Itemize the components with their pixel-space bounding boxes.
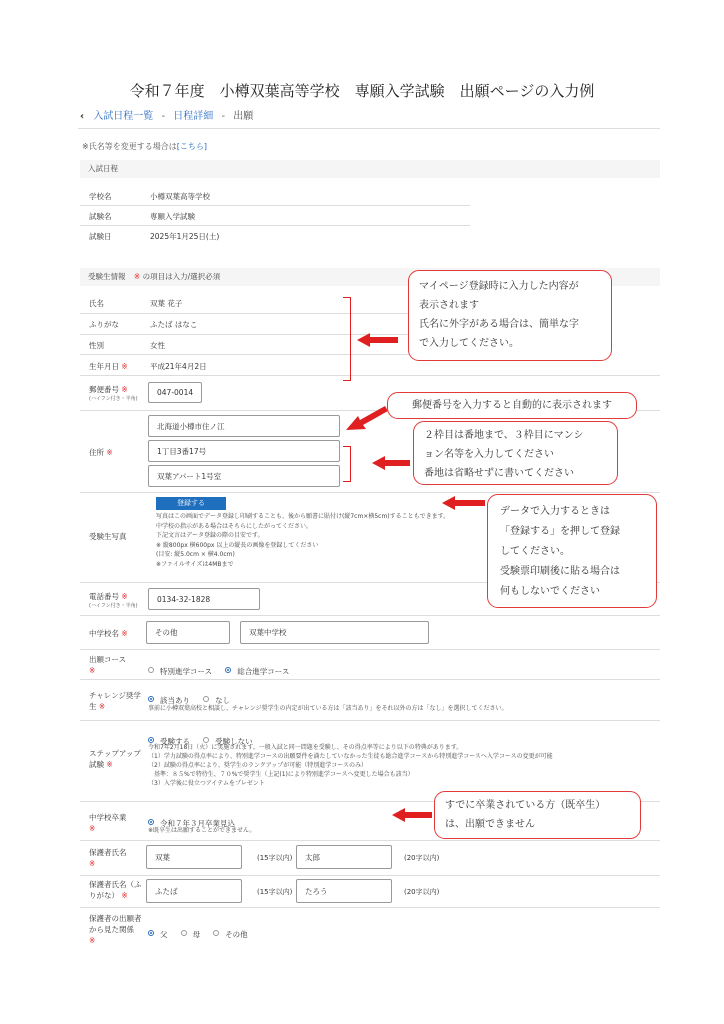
- guardian-first-name-limit: (20字以内): [404, 854, 440, 862]
- challenge-label: チャレンジ奨学 生 ※: [89, 691, 141, 711]
- kana-value: ふたば はなこ: [150, 320, 198, 329]
- phone-input[interactable]: 0134-32-1828: [148, 588, 260, 610]
- school-type-select[interactable]: その他: [146, 621, 230, 644]
- birthdate-label: 生年月日 ※: [89, 362, 128, 371]
- register-photo-button[interactable]: 登録する: [156, 497, 226, 510]
- course-label: 出願コース ※: [89, 655, 127, 675]
- arrow-address-icon: [372, 456, 410, 470]
- name-value: 双葉 花子: [150, 299, 183, 308]
- address-label: 住所 ※: [89, 448, 113, 457]
- arrow-graduate-icon: [392, 808, 432, 822]
- gender-label: 性別: [89, 341, 104, 350]
- photo-label: 受験生写真: [89, 532, 127, 541]
- school-label: 中学校名 ※: [89, 629, 128, 638]
- birthdate-value: 平成21年4月2日: [150, 362, 207, 371]
- stepup-radio-group: 受験する 受験しない: [148, 729, 261, 748]
- graduation-note: ※既卒生は出願することができません。: [148, 827, 256, 834]
- graduation-radio-group: 令和７年３月卒業見込: [148, 811, 243, 830]
- guardian-first-kana-limit: (20字以内): [404, 888, 440, 896]
- address-line2-input[interactable]: 1丁目3番17号: [148, 440, 340, 462]
- breadcrumb-separator: -: [161, 111, 166, 122]
- page-title: 令和７年度 小樽双葉高等学校 専願入学試験 出願ページの入力例: [129, 82, 595, 100]
- guardian-last-kana-limit: (15字以内): [257, 888, 293, 896]
- stepup-details: 令和7年2月18日（火）に実施されます。一般入試と同一問題を受験し、その得点率等により以下の特典があります。 （1）学力試験の得点率により、特別進学コースの出願要件を満たしていなかった生徒も総合進学コースから特別進学コースへ入学コースの変更が可能 （2）試験の得点率により、奨学生のランクアップが可能（特別進学コースのみ） 基準：８５%で特待生、７０%で奨学生（上記(1)により特別進学コースへ変更した場合も該当） （3）入学後に役立つアイテムをプレゼント: [148, 744, 553, 787]
- callout-graduate: すでに卒業されている方（既卒生） は、出願できません: [434, 791, 641, 839]
- exam-date-label: 試験日: [89, 232, 112, 241]
- address-line3-input[interactable]: 双葉アパート1号室: [148, 465, 340, 487]
- kana-label: ふりがな: [89, 320, 119, 329]
- breadcrumb-separator: -: [221, 111, 226, 122]
- guardian-first-kana-input[interactable]: たろう: [296, 879, 392, 903]
- exam-school-label: 学校名: [89, 192, 112, 201]
- guardian-name-label: 保護者氏名 ※: [89, 848, 127, 868]
- phone-label: 電話番号 ※ (ハイフン付き・半角): [89, 592, 138, 609]
- name-label: 氏名: [89, 299, 104, 308]
- arrow-mypage-icon: [357, 333, 398, 347]
- guardian-last-kana-input[interactable]: ふたば: [146, 879, 242, 903]
- breadcrumb-current: 出願: [233, 111, 254, 122]
- challenge-note: 事前に小樽双葉高校と相談し、チャレンジ奨学生の内定が出ている方は「該当あり」をそれ以外の方は「なし」を選択してください。: [148, 705, 508, 712]
- relation-label: 保護者の出願者 から見た関係 ※: [89, 914, 142, 945]
- breadcrumb-link-schedule-list[interactable]: 入試日程一覧: [93, 111, 154, 122]
- stepup-label: ステップアップ 試験 ※: [89, 749, 141, 769]
- challenge-radio-group: 該当あり なし: [148, 688, 238, 707]
- guardian-first-name-input[interactable]: 太郎: [296, 845, 392, 869]
- exam-section-header: 入試日程: [80, 160, 660, 178]
- school-name-input[interactable]: 双葉中学校: [240, 621, 429, 644]
- arrow-photo-icon: [442, 496, 485, 510]
- applicant-section-header: 受験生情報 ※ の項目は入力/選択必須: [80, 268, 660, 286]
- callout-photo: データで入力するときは 「登録する」を押して登録 してください。 受験票印刷後に貼る場合は 何もしないでください: [487, 494, 657, 608]
- gender-value: 女性: [150, 341, 165, 350]
- chevron-left-icon[interactable]: ‹: [80, 111, 85, 122]
- exam-name-value: 専願入学試験: [150, 212, 195, 221]
- breadcrumb-link-schedule-detail[interactable]: 日程詳細: [173, 111, 214, 122]
- exam-date-value: 2025年1月25日(土): [150, 232, 220, 241]
- guardian-last-name-limit: (15字以内): [257, 854, 293, 862]
- callout-postal: 郵便番号を入力すると自動的に表示されます: [387, 392, 637, 419]
- name-change-link[interactable]: [こちら]: [176, 142, 207, 151]
- callout-mypage: マイページ登録時に入力した内容が 表示されます 氏名に外字がある場合は、簡単な字 で入力してください。: [408, 270, 612, 361]
- name-change-notice: ※氏名等を変更する場合は[こちら]: [82, 142, 207, 151]
- postal-input[interactable]: 047-0014: [148, 382, 202, 403]
- address-line1-input[interactable]: 北海道小樽市住ノ江: [148, 415, 340, 437]
- course-radio-group: 特別進学コース 総合進学コース: [148, 659, 297, 678]
- relation-radio-group: 父 母 その他: [148, 922, 256, 941]
- postal-label: 郵便番号 ※ (ハイフン付き・半角): [89, 385, 138, 402]
- exam-name-label: 試験名: [89, 212, 112, 221]
- exam-school-value: 小樽双葉高等学校: [150, 192, 210, 201]
- guardian-kana-label: 保護者氏名（ふ りがな） ※: [89, 880, 142, 900]
- graduation-label: 中学校卒業 ※: [89, 813, 127, 833]
- photo-instructions: 写真はこの画面でデータ登録し印刷することも、後から願書に貼付け(縦7cm×横5cm)することもできます。 中学校の指示がある場合はそちらにしたがってください。 下記文言はデータ登録の際の目安です。 ※ 縦800px 横600px 以上の縦長の画像を登録してください (目安: 縦5.0cm × 横4.0cm) ※ファイルサイズは4MBまで: [156, 513, 450, 568]
- callout-address: ２枠目は番地まで、３枠目にマンシ ョン名等を入力してください 番地は省略せずに書いてください: [413, 421, 618, 485]
- guardian-last-name-input[interactable]: 双葉: [146, 845, 242, 869]
- arrow-postal-icon: [346, 406, 388, 430]
